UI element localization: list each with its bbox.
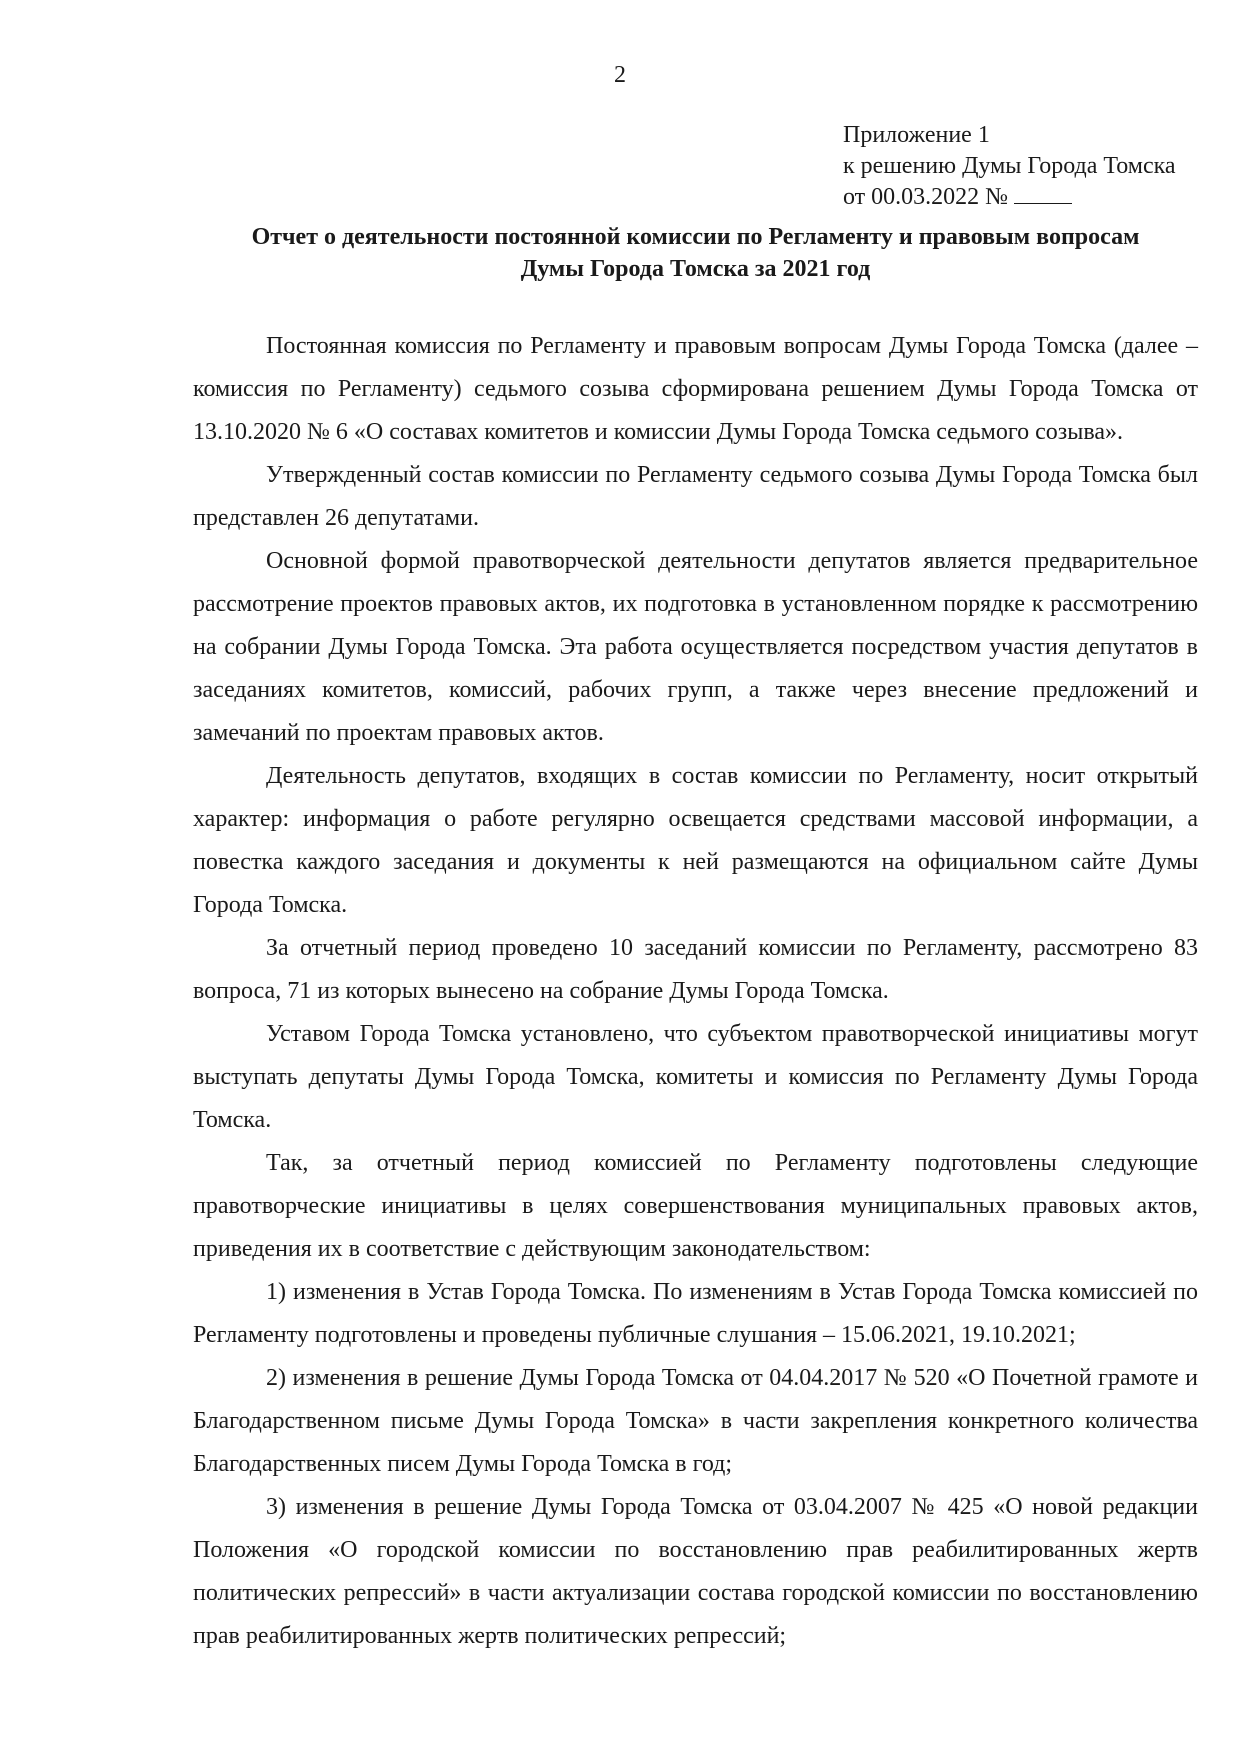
appendix-header (843, 120, 1176, 213)
paragraph-charter-initiative: Уставом Города Томска установлено, что субъектом правотворческой инициативы могут выступать депутаты Думы Города Томска, комитеты и комиссия по Регламенту Думы Города Томска. (193, 1021, 1198, 1133)
appendix-date: от 00.03.2022 № (843, 184, 1009, 210)
document-title (193, 221, 1198, 285)
list-item-2: 2) изменения в решение Думы Города Томска от 04.04.2017 № 520 «О Почетной грамоте и Благодарственном письме Думы Города Томска» в части закрепления конкретного количества Благодарственных писем Думы Города Томска в год; (193, 1365, 1198, 1477)
paragraph-openness: Деятельность депутатов, входящих в состав комиссии по Регламенту, носит открытый характер: информация о работе регулярно освещается средствами массовой информации, а повестка каждого заседания и документы к ней размещаются на официальном сайте Думы Города Томска. (193, 763, 1198, 918)
appendix-date-line (843, 182, 1176, 213)
document-title-line-2: Думы Города Томска за 2021 год (520, 256, 871, 282)
list-item-1: 1) изменения в Устав Города Томска. По изменениям в Устав Города Томска комиссией по Регламенту подготовлены и проведены публичные слушания – 15.06.2021, 19.10.2021; (193, 1279, 1198, 1348)
number-blank-line (1014, 183, 1072, 204)
page-number: 2 (614, 62, 626, 88)
appendix-title: Приложение 1 (843, 122, 990, 148)
paragraph-commission-composition: Утвержденный состав комиссии по Регламенту седьмого созыва Думы Города Томска был представлен 26 депутатами. (193, 462, 1198, 531)
paragraph-meetings-count: За отчетный период проведено 10 заседаний комиссии по Регламенту, рассмотрено 83 вопроса, 71 из которых вынесено на собрание Думы Города Томска. (193, 935, 1198, 1004)
document-title-line-1: Отчет о деятельности постоянной комиссии по Регламенту и правовым вопросам (251, 224, 1140, 250)
appendix-decision-ref: к решению Думы Города Томска (843, 153, 1176, 179)
list-item-3: 3) изменения в решение Думы Города Томска от 03.04.2007 № 425 «О новой редакции Положения «О городской комиссии по восстановлению прав реабилитированных жертв политических репрессий» в части актуализации состава городской комиссии по восстановлению прав реабилитированных жертв политических репрессий; (193, 1494, 1198, 1649)
paragraph-initiatives-intro: Так, за отчетный период комиссией по Регламенту подготовлены следующие правотворческие инициативы в целях совершенствования муниципальных правовых актов, приведения их в соответствие с действующим законодательством: (193, 1150, 1198, 1262)
paragraph-commission-formation: Постоянная комиссия по Регламенту и правовым вопросам Думы Города Томска (далее – комиссия по Регламенту) седьмого созыва сформирована решением Думы Города Томска от 13.10.2020 № 6 «О составах комитетов и комиссии Думы Города Томска седьмого созыва». (193, 333, 1198, 445)
paragraph-lawmaking-form: Основной формой правотворческой деятельности депутатов является предварительное рассмотрение проектов правовых актов, их подготовка в установленном порядке к рассмотрению на собрании Думы Города Томска. Эта работа осуществляется посредством участия депутатов в заседаниях комитетов, комиссий, рабочих групп, а также через внесение предложений и замечаний по проектам правовых актов. (193, 548, 1198, 746)
document-body (193, 325, 1198, 1658)
